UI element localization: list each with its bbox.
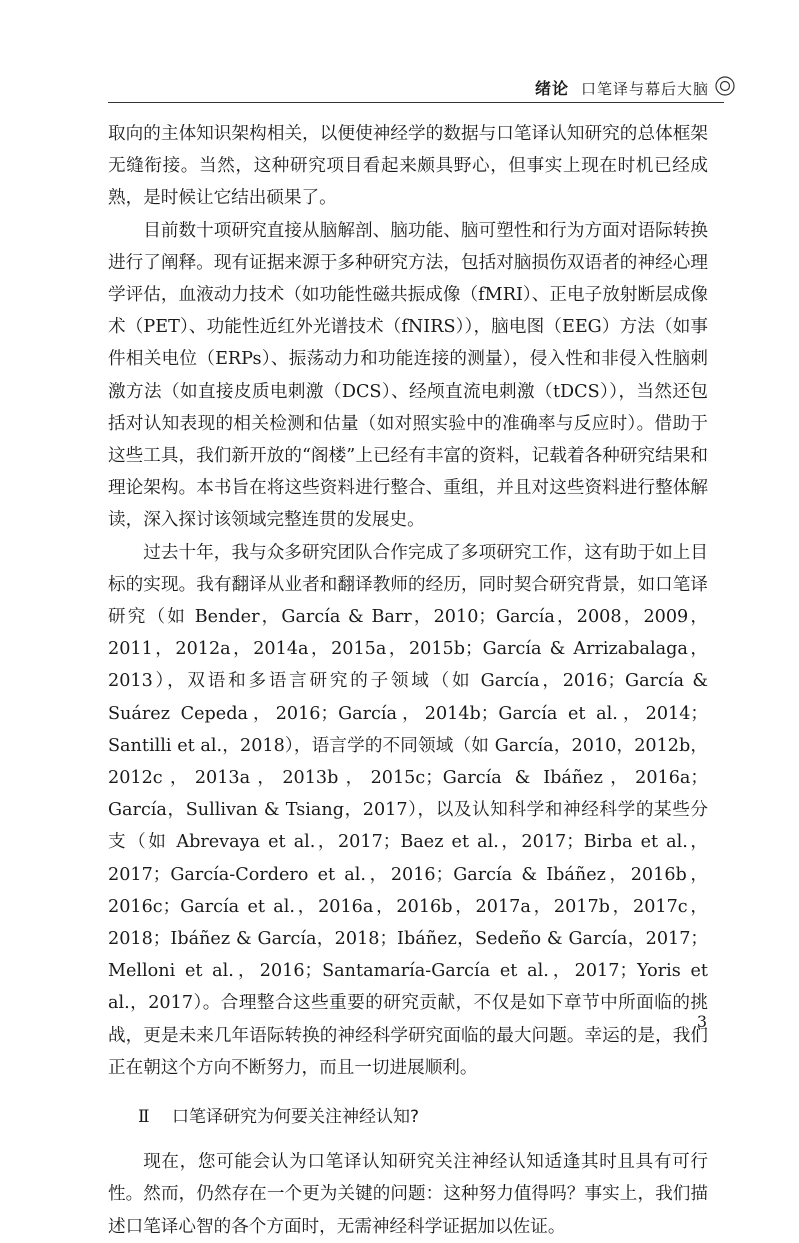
page-body <box>108 118 708 1243</box>
target-circle-icon <box>714 75 736 97</box>
section-number: Ⅱ <box>138 1107 150 1128</box>
header-text <box>535 76 709 99</box>
paragraph-4: 现在，您可能会认为口笔译认知研究关注神经认知适逢其时且具有可行性。然而，仍然存在一个更为关键的问题：这种努力值得吗？事实上，我们描述口笔译心智的各个方面时，无需神经科学证据加以佐证。 <box>108 1152 708 1237</box>
paragraph-3: 过去十年，我与众多研究团队合作完成了多项研究工作，这有助于如上目标的实现。我有翻译从业者和翻译教师的经历，同时契合研究背景，如口笔译研究（如 Bender，García & Barr，2010；García，2008，2009，2011，2012a，2014a，2015a，2015b；García & Arrizabalaga，2013），双语和多语言研究的子领域（如 García，2016；García & Suárez Cepeda，2016；García，2014b；García et al.，2014；Santilli et al.，2018），语言学的不同领域（如 García，2010，2012b，2012c，2013a，2013b，2015c；García & Ibáñez，2016a；García，Sullivan & Tsiang，2017），以及认知科学和神经科学的某些分支（如 Abrevaya et al.，2017；Baez et al.，2017；Birba et al.，2017；García-Cordero et al.，2016；García & Ibáñez，2016b，2016c；García et al.，2016a，2016b，2017a，2017b，2017c，2018；Ibáñez & García，2018；Ibáñez，Sedeño & García，2017；Melloni et al.，2016；Santamaría-García et al.，2017；Yoris et al.，2017）。合理整合这些重要的研究贡献，不仅是如下章节中所面临的挑战，更是未来几年语际转换的神经科学研究面临的最大问题。幸运的是，我们正在朝这个方向不断努力，而且一切进展顺利。 <box>108 542 708 1078</box>
section-title: 口笔译研究为何要关注神经认知? <box>172 1107 420 1128</box>
header-title: 口笔译与幕后大脑 <box>580 80 709 98</box>
paragraph-2: 目前数十项研究直接从脑解剖、脑功能、脑可塑性和行为方面对语际转换进行了阐释。现有证据来源于多种研究方法，包括对脑损伤双语者的神经心理学评估，血液动力技术（如功能性磁共振成像（fMRI）、正电子放射断层成像术（PET）、功能性近红外光谱技术（fNIRS）），脑电图（EEG）方法（如事件相关电位（ERPs）、振荡动力和功能连接的测量），侵入性和非侵入性脑刺激方法（如直接皮质电刺激（DCS）、经颅直流电刺激（tDCS）），当然还包括对认知表现的相关检测和估量（如对照实验中的准确率与反应时）。借助于这些工具，我们新开放的“阁楼”上已经有丰富的资料，记载着各种研究结果和理论架构。本书旨在将这些资料进行整合、重组，并且对这些资料进行整体解读，深入探讨该领域完整连贯的发展史。 <box>108 220 708 531</box>
page-number: 3 <box>696 1012 707 1031</box>
header-chapter: 绪论 <box>534 79 569 98</box>
section-heading <box>138 1102 708 1132</box>
paragraph-1: 取向的主体知识架构相关，以便使神经学的数据与口笔译认知研究的总体框架无缝衔接。当然，这种研究项目看起来颇具野心，但事实上现在时机已经成熟，是时候让它结出硕果了。 <box>108 124 708 209</box>
header-rule <box>108 102 724 103</box>
running-header <box>0 66 799 106</box>
